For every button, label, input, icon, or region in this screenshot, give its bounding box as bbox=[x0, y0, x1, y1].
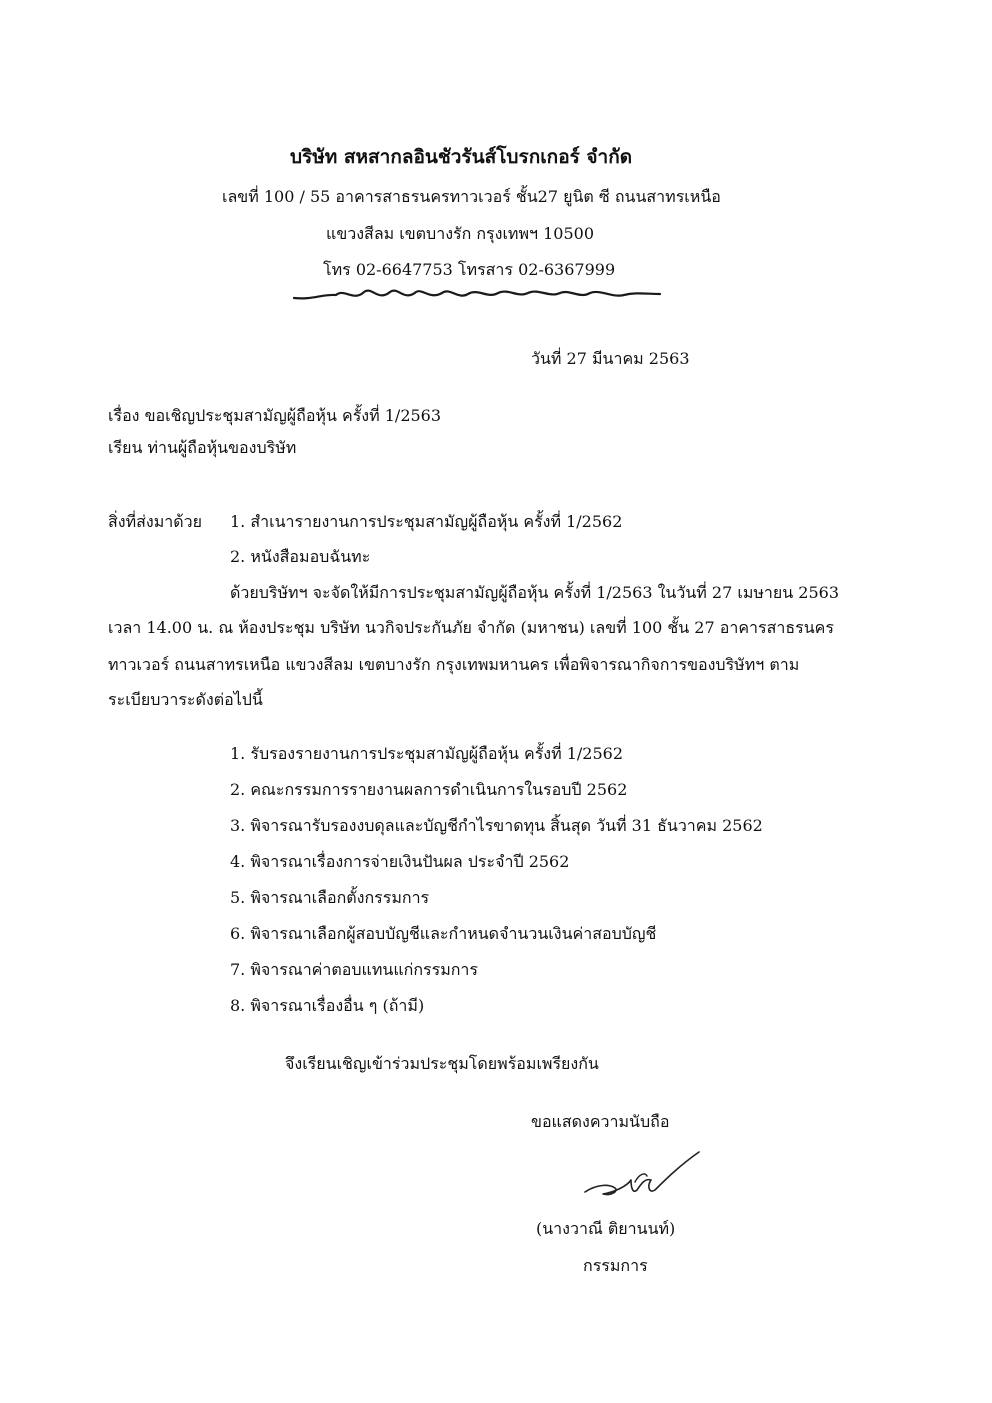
agenda-item: 4. พิจารณาเรื่องการจ่ายเงินปันผล ประจำปี 2562 bbox=[230, 852, 570, 871]
letter-recipient: เรียน ท่านผู้ถือหุ้นของบริษัท bbox=[108, 438, 297, 457]
enclosure-item: 2. หนังสือมอบฉันทะ bbox=[230, 547, 371, 566]
address-line-1: เลขที่ 100 / 55 อาคารสาธรนครทาวเวอร์ ชั้น27 ยูนิต ซี ถนนสาทรเหนือ bbox=[222, 187, 721, 206]
enclosure-item: 1. สำเนารายงานการประชุมสามัญผู้ถือหุ้น ครั้งที่ 1/2562 bbox=[230, 512, 623, 531]
letter-date: วันที่ 27 มีนาคม 2563 bbox=[531, 349, 690, 368]
body-paragraph-line: ด้วยบริษัทฯ จะจัดให้มีการประชุมสามัญผู้ถือหุ้น ครั้งที่ 1/2563 ในวันที่ 27 เมษายน 2563 bbox=[230, 583, 840, 602]
agenda-item: 7. พิจารณาค่าตอบแทนแก่กรรมการ bbox=[230, 960, 479, 979]
phone-fax-line: โทร 02-6647753 โทรสาร 02-6367999 bbox=[323, 260, 616, 279]
signatory-position: กรรมการ bbox=[583, 1256, 648, 1275]
agenda-item: 5. พิจารณาเลือกตั้งกรรมการ bbox=[230, 888, 430, 907]
agenda-item: 8. พิจารณาเรื่องอื่น ๆ (ถ้ามี) bbox=[230, 996, 425, 1015]
handwritten-signature-icon bbox=[575, 1144, 705, 1206]
letter-subject: เรื่อง ขอเชิญประชุมสามัญผู้ถือหุ้น ครั้งที่ 1/2563 bbox=[108, 406, 442, 425]
body-paragraph-line: ทาวเวอร์ ถนนสาทรเหนือ แขวงสีลม เขตบางรัก กรุงเทพมหานคร เพื่อพิจารณากิจการของบริษัทฯ ตาม bbox=[108, 655, 800, 674]
enclosures-label: สิ่งที่ส่งมาด้วย bbox=[108, 512, 202, 531]
address-line-2: แขวงสีลม เขตบางรัก กรุงเทพฯ 10500 bbox=[326, 224, 594, 243]
agenda-item: 1. รับรองรายงานการประชุมสามัญผู้ถือหุ้น ครั้งที่ 1/2562 bbox=[230, 744, 624, 763]
invitation-sentence: จึงเรียนเชิญเข้าร่วมประชุมโดยพร้อมเพรียงกัน bbox=[285, 1054, 599, 1073]
signatory-name: (นางวาณี ติยานนท์) bbox=[536, 1219, 676, 1238]
agenda-item: 3. พิจารณารับรองงบดุลและบัญชีกำไรขาดทุน สิ้นสุด วันที่ 31 ธันวาคม 2562 bbox=[230, 816, 763, 835]
agenda-item: 6. พิจารณาเลือกผู้สอบบัญชีและกำหนดจำนวนเงินค่าสอบบัญชี bbox=[230, 924, 657, 943]
closing-phrase: ขอแสดงความนับถือ bbox=[531, 1112, 670, 1131]
body-paragraph-line: เวลา 14.00 น. ณ ห้องประชุม บริษัท นวกิจประกันภัย จำกัด (มหาชน) เลขที่ 100 ชั้น 27 อาคารสาธรนคร bbox=[108, 618, 834, 637]
agenda-item: 2. คณะกรรมการรายงานผลการดำเนินการในรอบปี 2562 bbox=[230, 780, 628, 799]
company-name: บริษัท สหสากลอินชัวรันส์โบรกเกอร์ จำกัด bbox=[290, 146, 633, 168]
decorative-wave-divider-icon bbox=[292, 284, 662, 306]
body-paragraph-line: ระเบียบวาระดังต่อไปนี้ bbox=[108, 690, 263, 709]
